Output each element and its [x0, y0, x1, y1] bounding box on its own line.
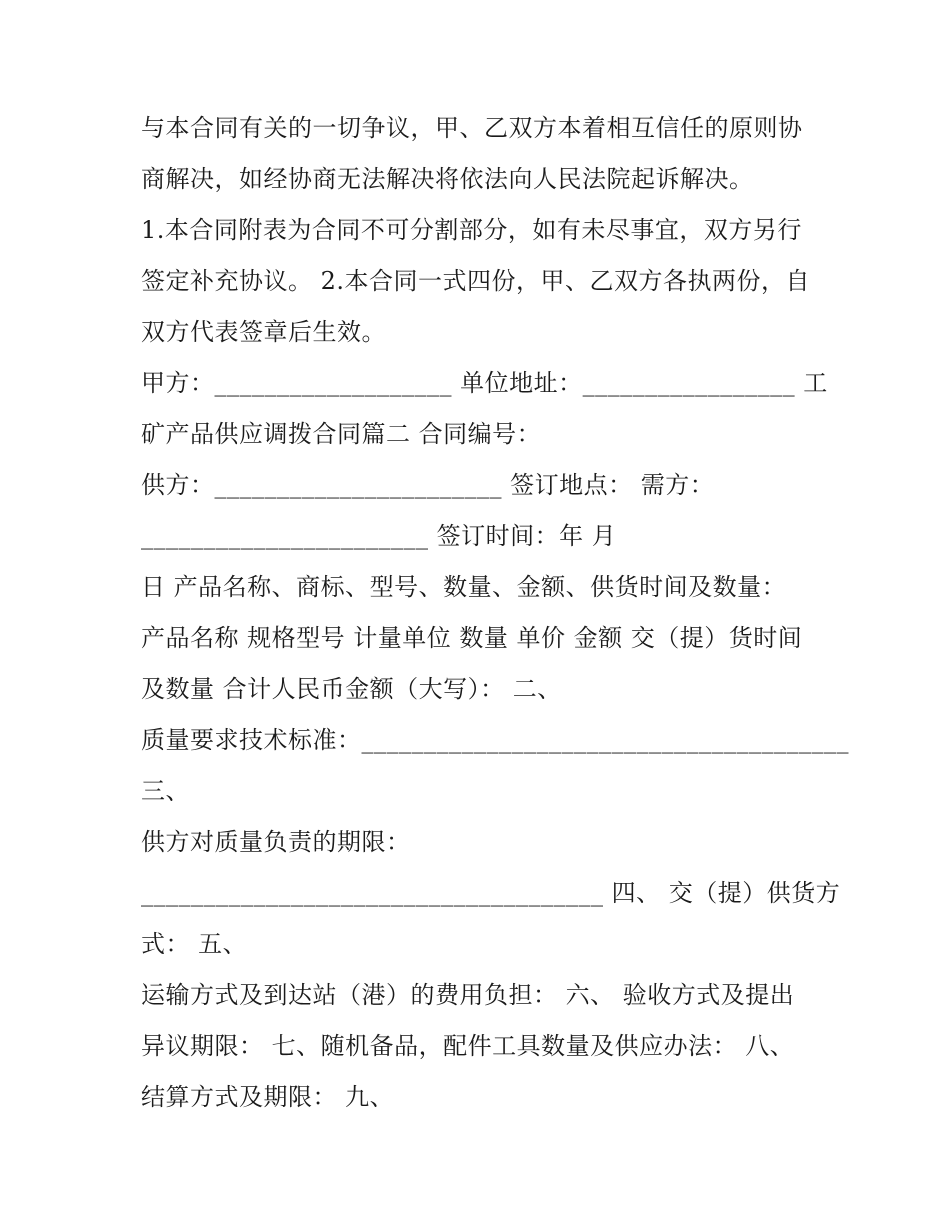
text-line: 结算方式及期限： 九、 — [141, 1083, 395, 1111]
text-line: 供方对质量负责的期限： — [141, 828, 411, 856]
text-line: 商解决，如经协商无法解决将依法向人民法院起诉解决。 — [141, 165, 754, 193]
text-line: 日 产品名称、商标、型号、数量、金额、供货时间及数量： — [141, 573, 787, 601]
text-line: 式： 五、 — [141, 930, 248, 958]
text-line: 签定补充协议。 2.本合同一式四份，甲、乙双方各执两份，自 — [141, 267, 811, 295]
text-line: 与本合同有关的一切争议，甲、乙双方本着相互信任的原则协 — [141, 114, 803, 142]
text-line: 供方：_______________________ 签订地点： 需方： — [141, 471, 715, 499]
text-line: _______________________ 签订时间：年 月 — [141, 522, 617, 550]
text-line: 矿产品供应调拨合同篇二 合同编号： — [141, 420, 542, 448]
text-line: 产品名称 规格型号 计量单位 数量 单价 金额 交（提）货时间 — [141, 624, 803, 652]
text-line: 质量要求技术标准：_______________________________________ — [141, 726, 849, 754]
text-line: 运输方式及到达站（港）的费用负担： 六、 验收方式及提出 — [141, 981, 795, 1009]
text-line: 三、 — [141, 777, 190, 805]
text-line: 异议期限： 七、随机备品，配件工具数量及供应办法： 八、 — [141, 1032, 795, 1060]
text-line: 及数量 合计人民币金额（大写）： 二、 — [141, 675, 562, 703]
text-line: 甲方：___________________ 单位地址：_________________ 工 — [141, 369, 828, 397]
text-line: _____________________________________ 四、 交（提）供货方 — [141, 879, 841, 907]
text-line: 1.本合同附表为合同不可分割部分，如有未尽事宜，双方另行 — [141, 216, 802, 244]
text-line: 双方代表签章后生效。 — [141, 318, 386, 346]
